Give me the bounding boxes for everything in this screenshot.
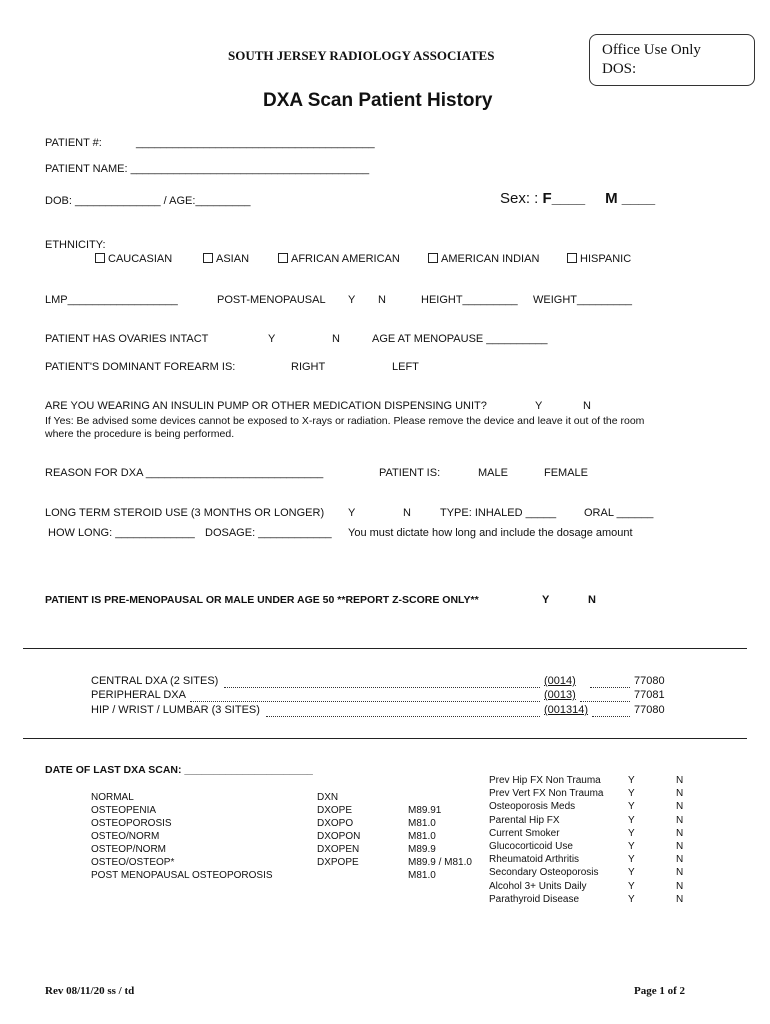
dominant-forearm-label: PATIENT'S DOMINANT FOREARM IS: bbox=[45, 361, 236, 373]
steroid-use-label: LONG TERM STEROID USE (3 MONTHS OR LONGER) bbox=[45, 507, 325, 519]
weight-field[interactable]: WEIGHT_________ bbox=[533, 294, 633, 306]
list-item: Secondary Osteoporosis bbox=[489, 867, 599, 879]
pre-menopausal-label: PATIENT IS PRE-MENOPAUSAL OR MALE UNDER AGE 50 **REPORT Z-SCORE ONLY** bbox=[45, 594, 479, 606]
checkbox-icon[interactable] bbox=[95, 253, 105, 263]
pre-menopausal-yes[interactable]: Y bbox=[542, 594, 550, 606]
pre-menopausal-no[interactable]: N bbox=[588, 594, 596, 606]
ovaries-intact-label: PATIENT HAS OVARIES INTACT bbox=[45, 333, 209, 345]
list-item: Parental Hip FX bbox=[489, 814, 560, 826]
office-use-box bbox=[589, 34, 755, 86]
list-item: DXN bbox=[317, 792, 339, 803]
steroid-type-oral-field[interactable]: ORAL ______ bbox=[584, 507, 654, 519]
procedure-cpt: 77080 bbox=[634, 675, 665, 687]
risk-no-option[interactable]: N bbox=[676, 880, 684, 892]
risk-yes-option[interactable]: Y bbox=[628, 841, 635, 853]
list-item: DXOPO bbox=[317, 818, 354, 829]
list-item: DXOPEN bbox=[317, 844, 360, 855]
list-item: NORMAL bbox=[91, 792, 134, 803]
risk-yes-option[interactable]: Y bbox=[628, 854, 635, 866]
post-menopausal-no[interactable]: N bbox=[378, 294, 386, 306]
patient-number-field[interactable]: _______________________________________ bbox=[136, 137, 375, 149]
list-item: Rheumatoid Arthritis bbox=[489, 854, 580, 866]
risk-yes-option[interactable]: Y bbox=[628, 801, 635, 813]
ethnicity-label: ETHNICITY: bbox=[45, 239, 106, 251]
procedure-cpt: 77081 bbox=[634, 689, 665, 701]
procedure-name[interactable]: PERIPHERAL DXA bbox=[91, 689, 186, 701]
list-item: OSTEO/OSTEOP* bbox=[91, 857, 175, 868]
org-name: SOUTH JERSEY RADIOLOGY ASSOCIATES bbox=[228, 48, 495, 63]
ethnicity-option-african-american[interactable]: AFRICAN AMERICAN bbox=[278, 253, 400, 265]
list-item: OSTEOPOROSIS bbox=[91, 818, 172, 829]
scan-codes-list bbox=[317, 791, 360, 869]
list-item: M81.0 bbox=[408, 818, 436, 829]
list-item: Osteoporosis Meds bbox=[489, 801, 576, 813]
list-item: Parathyroid Disease bbox=[489, 893, 580, 905]
post-menopausal-yes[interactable]: Y bbox=[348, 294, 356, 306]
dot-leader bbox=[580, 701, 630, 702]
risk-no-option[interactable]: N bbox=[676, 867, 684, 879]
icd-codes-list bbox=[408, 804, 472, 882]
list-item: DXPOPE bbox=[317, 857, 359, 868]
risk-no-option[interactable]: N bbox=[676, 801, 684, 813]
risk-yes-option[interactable]: Y bbox=[628, 814, 635, 826]
ethnicity-option-hispanic[interactable]: HISPANIC bbox=[567, 253, 631, 265]
dosage-field[interactable]: DOSAGE: ____________ bbox=[205, 527, 332, 539]
list-item: OSTEOP/NORM bbox=[91, 844, 167, 855]
page-title: DXA Scan Patient History bbox=[263, 90, 493, 111]
risk-yes-option[interactable]: Y bbox=[628, 775, 635, 786]
post-menopausal-label: POST-MENOPAUSAL bbox=[217, 294, 326, 306]
patient-number-label: PATIENT #: bbox=[45, 137, 102, 149]
procedure-code: (001314) bbox=[544, 704, 589, 716]
dot-leader bbox=[592, 716, 630, 717]
risk-factor-yes-column bbox=[628, 774, 635, 906]
procedure-name[interactable]: HIP / WRIST / LUMBAR (3 SITES) bbox=[91, 704, 260, 716]
list-item: OSTEOPENIA bbox=[91, 805, 157, 816]
lmp-field[interactable]: LMP__________________ bbox=[45, 294, 178, 306]
list-item: OSTEO/NORM bbox=[91, 831, 160, 842]
revision-note: Rev 08/11/20 ss / td bbox=[45, 985, 135, 997]
steroid-use-no[interactable]: N bbox=[403, 507, 411, 519]
list-item: Prev Vert FX Non Trauma bbox=[489, 788, 604, 800]
patient-female-option[interactable]: FEMALE bbox=[544, 467, 589, 479]
patient-name-field[interactable]: PATIENT NAME: _______________________________________ bbox=[45, 163, 370, 175]
sex-male-option[interactable]: M ____ bbox=[605, 190, 656, 207]
dot-leader bbox=[190, 701, 540, 702]
list-item: M81.0 bbox=[408, 870, 436, 881]
ovaries-intact-yes[interactable]: Y bbox=[268, 333, 276, 345]
risk-yes-option[interactable]: Y bbox=[628, 827, 635, 839]
insulin-pump-note-line1: If Yes: Be advised some devices cannot be exposed to X-rays or radiation. Please remove the device and leave it out of the room bbox=[45, 415, 645, 427]
section-divider bbox=[23, 648, 747, 649]
sex-label: Sex: : bbox=[500, 190, 543, 207]
list-item: Prev Hip FX Non Trauma bbox=[489, 775, 601, 786]
sex-field bbox=[500, 190, 655, 207]
procedure-code: (0014) bbox=[544, 675, 576, 687]
risk-no-option[interactable]: N bbox=[676, 841, 684, 853]
checkbox-icon[interactable] bbox=[567, 253, 577, 263]
list-item: Alcohol 3+ Units Daily bbox=[489, 880, 587, 892]
reason-for-dxa-field[interactable]: REASON FOR DXA _____________________________ bbox=[45, 467, 324, 479]
insulin-pump-question: ARE YOU WEARING AN INSULIN PUMP OR OTHER MEDICATION DISPENSING UNIT? bbox=[45, 400, 487, 412]
patient-is-label: PATIENT IS: bbox=[379, 467, 441, 479]
scan-results-list bbox=[91, 791, 273, 882]
steroid-type-inhaled-field[interactable]: TYPE: INHALED _____ bbox=[440, 507, 557, 519]
procedure-name[interactable]: CENTRAL DXA (2 SITES) bbox=[91, 675, 219, 687]
dot-leader bbox=[590, 687, 630, 688]
steroid-use-yes[interactable]: Y bbox=[348, 507, 356, 519]
height-field[interactable]: HEIGHT_________ bbox=[421, 294, 518, 306]
risk-no-option[interactable]: N bbox=[676, 854, 684, 866]
insulin-pump-no[interactable]: N bbox=[583, 400, 591, 412]
list-item: M89.91 bbox=[408, 805, 442, 816]
forearm-right-option[interactable]: RIGHT bbox=[291, 361, 326, 373]
dob-age-field[interactable]: DOB: ______________ / AGE:_________ bbox=[45, 195, 251, 207]
checkbox-icon[interactable] bbox=[428, 253, 438, 263]
ethnicity-option-caucasian[interactable]: CAUCASIAN bbox=[95, 253, 172, 265]
list-item: DXOPON bbox=[317, 831, 361, 842]
list-item: Glucocorticoid Use bbox=[489, 841, 573, 853]
risk-yes-option[interactable]: Y bbox=[628, 867, 635, 879]
patient-male-option[interactable]: MALE bbox=[478, 467, 508, 479]
dosage-instruction-note: You must dictate how long and include the dosage amount bbox=[348, 527, 633, 539]
risk-yes-option[interactable]: Y bbox=[628, 880, 635, 892]
page-number: Page 1 of 2 bbox=[634, 985, 686, 997]
risk-no-option[interactable]: N bbox=[676, 827, 684, 839]
risk-factor-no-column bbox=[676, 774, 683, 906]
list-item: DXOPE bbox=[317, 805, 353, 816]
dot-leader bbox=[224, 687, 540, 688]
risk-no-option[interactable]: N bbox=[676, 788, 684, 800]
ethnicity-option-american-indian[interactable]: AMERICAN INDIAN bbox=[428, 253, 539, 265]
ethnicity-option-asian[interactable]: ASIAN bbox=[203, 253, 249, 265]
dos-label: DOS: bbox=[602, 61, 637, 77]
age-at-menopause-field[interactable]: AGE AT MENOPAUSE __________ bbox=[372, 333, 548, 345]
list-item: Current Smoker bbox=[489, 827, 560, 839]
office-use-label: Office Use Only bbox=[602, 42, 701, 58]
procedure-code: (0013) bbox=[544, 689, 576, 701]
risk-yes-option[interactable]: Y bbox=[628, 788, 635, 800]
risk-no-option[interactable]: N bbox=[676, 893, 684, 905]
risk-yes-option[interactable]: Y bbox=[628, 893, 635, 905]
list-item: M89.9 / M81.0 bbox=[408, 857, 472, 868]
checkbox-icon[interactable] bbox=[203, 253, 213, 263]
section-divider bbox=[23, 738, 747, 739]
last-dxa-scan-field[interactable]: DATE OF LAST DXA SCAN: ______________________ bbox=[45, 764, 313, 776]
risk-no-option[interactable]: N bbox=[676, 814, 684, 826]
sex-female-option[interactable]: F____ bbox=[542, 190, 586, 207]
how-long-field[interactable]: HOW LONG: _____________ bbox=[48, 527, 195, 539]
list-item: M81.0 bbox=[408, 831, 436, 842]
risk-no-option[interactable]: N bbox=[676, 775, 684, 786]
procedure-cpt: 77080 bbox=[634, 704, 665, 716]
insulin-pump-yes[interactable]: Y bbox=[535, 400, 543, 412]
list-item: M89.9 bbox=[408, 844, 436, 855]
forearm-left-option[interactable]: LEFT bbox=[392, 361, 419, 373]
risk-factor-list bbox=[489, 774, 604, 906]
checkbox-icon[interactable] bbox=[278, 253, 288, 263]
insulin-pump-note-line2: where the procedure is being performed. bbox=[45, 428, 235, 440]
dot-leader bbox=[266, 716, 540, 717]
list-item: POST MENOPAUSAL OSTEOPOROSIS bbox=[91, 870, 273, 881]
ovaries-intact-no[interactable]: N bbox=[332, 333, 340, 345]
